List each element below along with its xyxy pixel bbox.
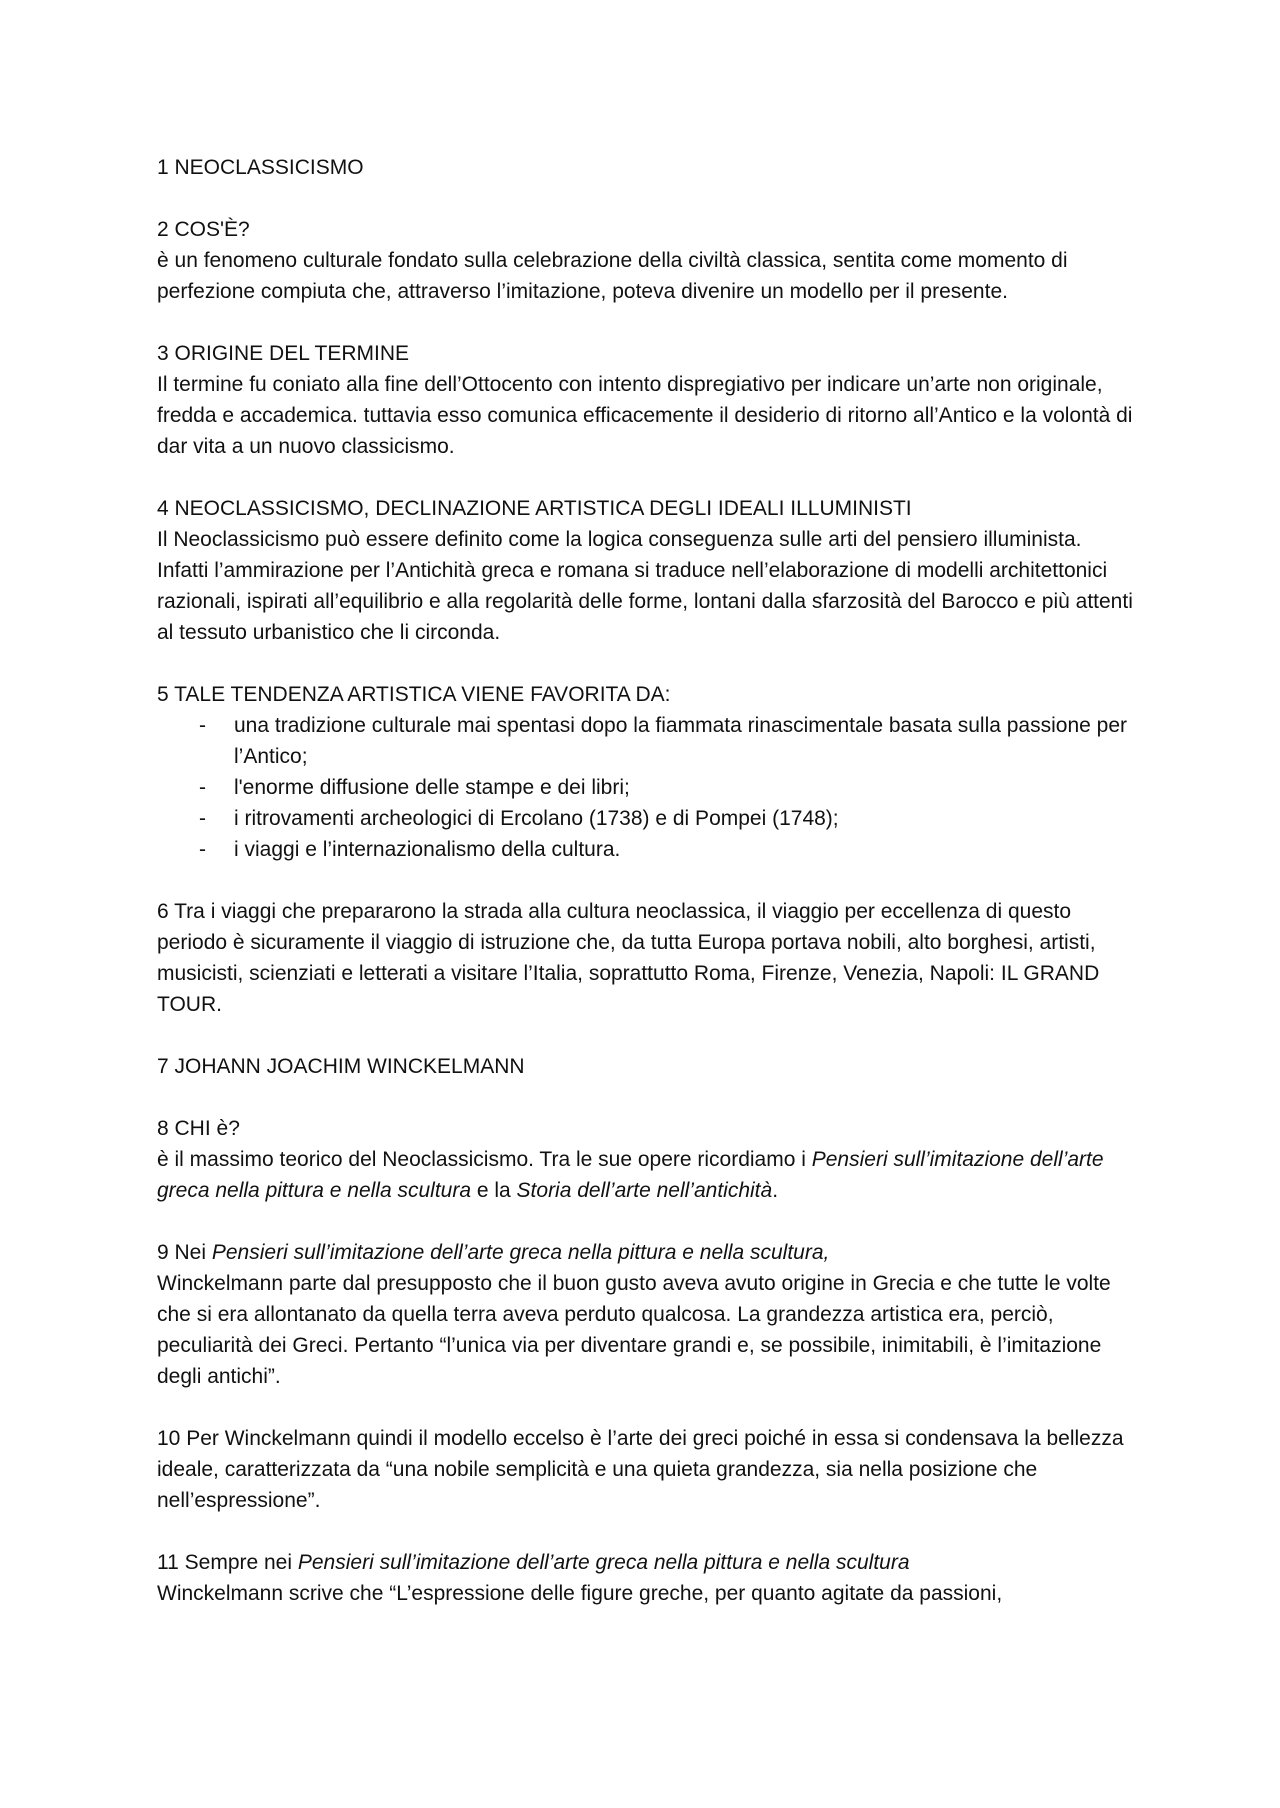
section-8-text-c: . — [772, 1179, 779, 1202]
bullet-text: i ritrovamenti archeologici di Ercolano (1738) e di Pompei (1748); — [234, 807, 839, 830]
section-11-prefix: 11 Sempre nei — [157, 1551, 298, 1574]
bullet-text: l'enorme diffusione delle stampe e dei libri; — [234, 776, 630, 799]
bullet-dash: - — [199, 838, 206, 861]
bullet-item — [157, 710, 1137, 772]
section-6 — [157, 896, 1137, 1020]
bullet-dash: - — [199, 714, 206, 737]
section-8 — [157, 1113, 1137, 1206]
section-6-body: 6 Tra i viaggi che prepararono la strada alla cultura neoclassica, il viaggio per eccellenza di questo periodo è sicuramente il viaggio di istruzione che, da tutta Europa portava nobili, alto borghesi, artisti, musicisti, scienziati e letterati a visitare l’Italia, soprattutto Roma, Firenze, Venezia, Napoli: IL GRAND TOUR. — [157, 900, 1100, 1016]
section-8-text-b: e la — [471, 1179, 517, 1202]
section-3-heading: 3 ORIGINE DEL TERMINE — [157, 342, 410, 365]
document-body — [157, 152, 1137, 1640]
bullet-item — [157, 803, 1137, 834]
section-9-work-title: Pensieri sull’imitazione dell’arte greca nella pittura e nella scultura, — [211, 1241, 830, 1264]
section-9-body: Winckelmann parte dal presupposto che il buon gusto aveva avuto origine in Grecia e che tutte le volte che si era allontanato da quella terra aveva perduto qualcosa. La grandezza artistica era, perciò, peculiarità dei Greci. Pertanto “l’unica via per diventare grandi e, se possibile, inimitabili, è l’imitazione degli antichi”. — [157, 1272, 1111, 1388]
section-8-body — [157, 1144, 1137, 1206]
section-2 — [157, 214, 1137, 307]
bullet-dash: - — [199, 776, 206, 799]
section-7-heading: 7 JOHANN JOACHIM WINCKELMANN — [157, 1055, 525, 1078]
section-3 — [157, 338, 1137, 462]
bullet-text: una tradizione culturale mai spentasi dopo la fiammata rinascimentale basata sulla passione per l’Antico; — [234, 714, 1128, 768]
section-9-intro — [157, 1237, 1137, 1268]
bullet-item — [157, 834, 1137, 865]
section-1 — [157, 152, 1137, 183]
section-7 — [157, 1051, 1137, 1082]
section-8-heading: 8 CHI è? — [157, 1117, 240, 1140]
section-3-body: Il termine fu coniato alla fine dell’Ottocento con intento dispregiativo per indicare un’arte non originale, fredda e accademica. tuttavia esso comunica efficacemente il desiderio di ritorno all’Antico e la volontà di dar vita a un nuovo classicismo. — [157, 373, 1133, 458]
section-2-heading: 2 COS'È? — [157, 218, 250, 241]
section-2-body: è un fenomeno culturale fondato sulla celebrazione della civiltà classica, sentita come momento di perfezione compiuta che, attraverso l’imitazione, poteva divenire un modello per il presente. — [157, 249, 1068, 303]
section-11-body: Winckelmann scrive che “L’espressione delle figure greche, per quanto agitate da passioni, — [157, 1582, 1003, 1605]
bullet-item — [157, 772, 1137, 803]
section-5-heading: 5 TALE TENDENZA ARTISTICA VIENE FAVORITA DA: — [157, 683, 671, 706]
section-9 — [157, 1237, 1137, 1392]
section-10 — [157, 1423, 1137, 1516]
section-4 — [157, 493, 1137, 648]
section-4-heading: 4 NEOCLASSICISMO, DECLINAZIONE ARTISTICA DEGLI IDEALI ILLUMINISTI — [157, 497, 912, 520]
section-1-heading: 1 NEOCLASSICISMO — [157, 156, 364, 179]
section-5-bullet-list — [157, 710, 1137, 865]
bullet-text: i viaggi e l’internazionalismo della cultura. — [234, 838, 621, 861]
section-8-text-a: è il massimo teorico del Neoclassicismo. Tra le sue opere ricordiamo i — [157, 1148, 812, 1171]
section-11-intro — [157, 1547, 1137, 1578]
bullet-dash: - — [199, 807, 206, 830]
section-5 — [157, 679, 1137, 865]
section-10-body: 10 Per Winckelmann quindi il modello eccelso è l’arte dei greci poiché in essa si condensava la bellezza ideale, caratterizzata da “una nobile semplicità e una quieta grandezza, sia nella posizione che nell’espressione”. — [157, 1427, 1124, 1512]
section-8-work-title-1: Pensieri sull’imitazione dell’arte greca nella pittura e nella scultura — [157, 1148, 1104, 1202]
section-11 — [157, 1547, 1137, 1609]
section-9-prefix: 9 Nei — [157, 1241, 212, 1264]
section-8-work-title-2: Storia dell’arte nell’antichità — [516, 1179, 773, 1202]
section-11-work-title: Pensieri sull’imitazione dell’arte greca nella pittura e nella scultura — [297, 1551, 910, 1574]
section-4-body: Il Neoclassicismo può essere definito come la logica conseguenza sulle arti del pensiero illuminista. Infatti l’ammirazione per l’Antichità greca e romana si traduce nell’elaborazione di modelli architettonici razionali, ispirati all’equilibrio e alla regolarità delle forme, lontani dalla sfarzosità del Barocco e più attenti al tessuto urbanistico che li circonda. — [157, 528, 1133, 644]
